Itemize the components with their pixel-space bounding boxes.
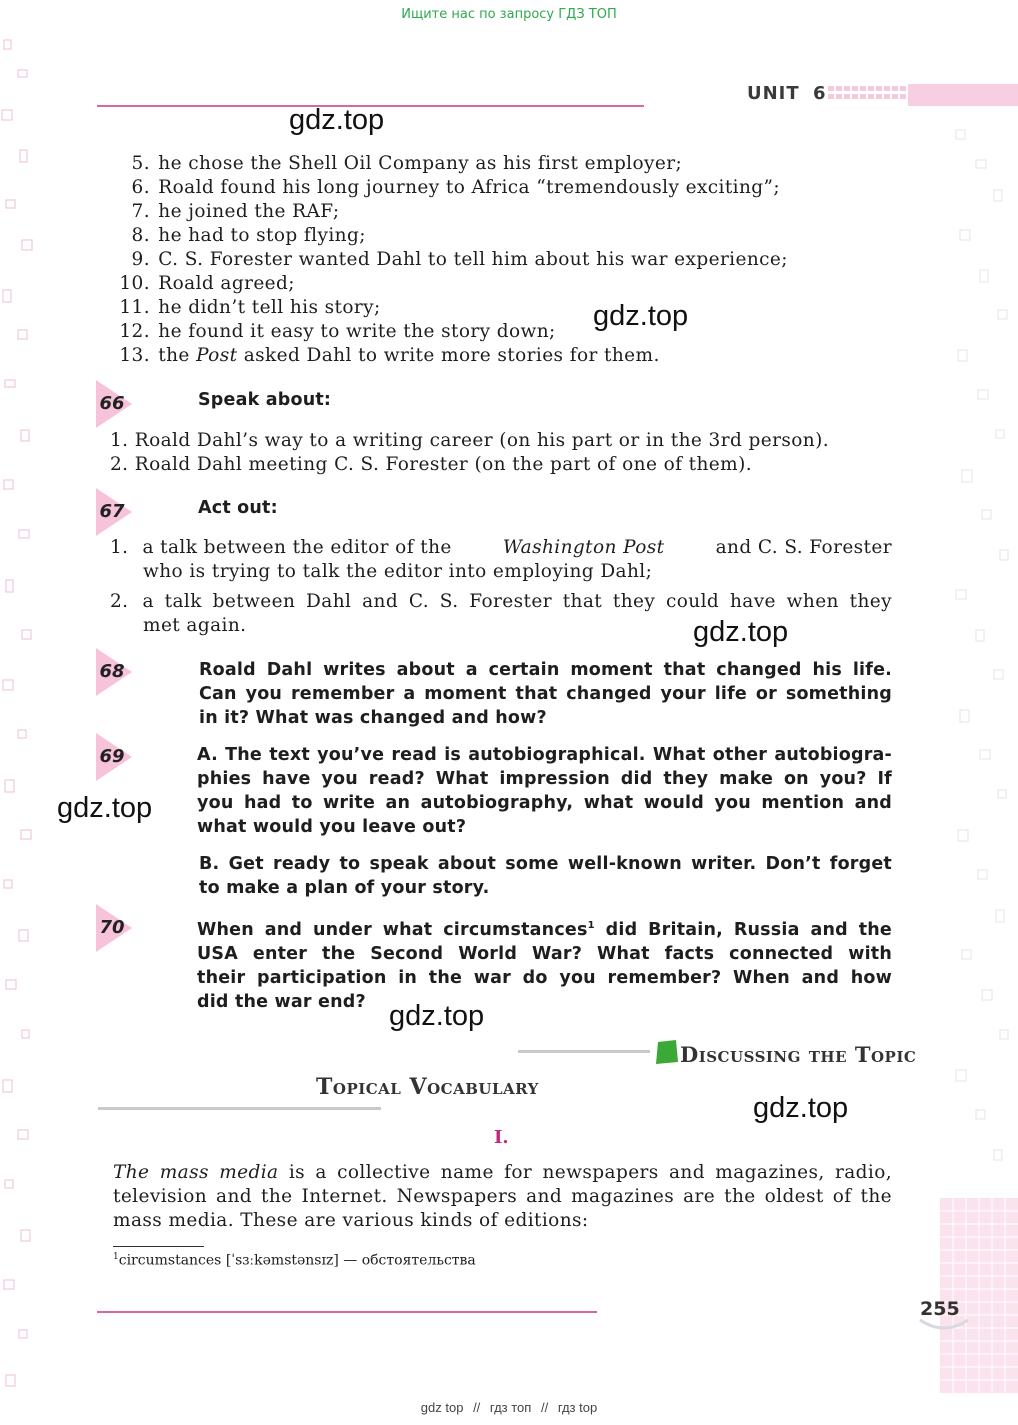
page-number-swoosh bbox=[918, 1318, 970, 1332]
top-banner: Ищите нас по запросу ГДЗ ТОП bbox=[401, 7, 617, 22]
exercise-70-text: When and under what circumstances$^1$ did Britain, Russia and the USA enter the Second World War? What facts connected with their participation in the war do you remember? When and how did the war end? bbox=[197, 919, 893, 1012]
footer-link[interactable]: gdz top bbox=[420, 1400, 464, 1415]
exercise-number: 68 bbox=[99, 661, 125, 682]
list-item: 1. Roald Dahl’s way to a writing career (on his part or in the 3rd person). bbox=[110, 430, 829, 451]
topical-vocabulary-heading: Topical Vocabulary bbox=[316, 1074, 539, 1100]
exercise-67-item-2: 2. a talk between Dahl and C. S. Forester that they could have when they met again. bbox=[110, 591, 892, 636]
footer-link[interactable]: гдз top bbox=[557, 1400, 598, 1415]
exercise-67-item-1: 1. a talk between the editor of the Washington Post and C. S. Forester who is trying to talk the editor into employing Dahl; bbox=[110, 537, 892, 582]
left-pattern-decoration bbox=[0, 30, 65, 1410]
discussing-topic-heading: Discussing the Topic bbox=[680, 1042, 917, 1067]
list-item: 10. Roald agreed; bbox=[119, 273, 295, 294]
right-pattern-decoration bbox=[950, 120, 1015, 1200]
exercise-66-list bbox=[110, 429, 900, 477]
list-item: 6. Roald found his long journey to Africa “tremendously exciting”; bbox=[131, 177, 781, 198]
watermark: gdz.top bbox=[389, 1000, 485, 1032]
corner-grid-decoration bbox=[940, 1198, 1018, 1393]
green-square-icon bbox=[656, 1040, 678, 1064]
footer-separator: // bbox=[540, 1400, 549, 1415]
watermark: gdz.top bbox=[289, 104, 385, 136]
list-item: 2. Roald Dahl meeting C. S. Forester (on the part of one of them). bbox=[110, 454, 752, 475]
watermark: gdz.top bbox=[693, 616, 789, 648]
exercise-number: 66 bbox=[99, 393, 125, 414]
exercise-68-text: Roald Dahl writes about a certain moment that changed his life. Can you remember a moment that changed your life or something in it? What was changed and how? bbox=[199, 660, 892, 728]
footer-separator: // bbox=[473, 1400, 481, 1415]
unit-header-dots bbox=[828, 84, 1018, 106]
exercise-number: 69 bbox=[99, 746, 125, 767]
discussing-rule bbox=[518, 1050, 650, 1053]
exercise-69-part-b: B. Get ready to speak about some well-known writer. Don’t forget to make a plan of your story. bbox=[199, 854, 892, 898]
exercise-number: 70 bbox=[99, 917, 125, 938]
page-number: 255 bbox=[920, 1298, 960, 1320]
list-item: 5. he chose the Shell Oil Company as his first employer; bbox=[131, 153, 683, 174]
vocabulary-rule bbox=[98, 1107, 381, 1110]
roman-numeral: I. bbox=[494, 1127, 509, 1148]
mass-media-paragraph: The mass media is a collective name for newspapers and magazines, radio, television and the Internet. Newspapers and magazines are the oldest of the mass media. These are various kinds of editions: bbox=[113, 1162, 893, 1231]
watermark: gdz.top bbox=[57, 792, 153, 824]
list-item: 7. he joined the RAF; bbox=[131, 201, 340, 222]
list-item: 13. the Post asked Dahl to write more stories for them. bbox=[119, 345, 660, 366]
statement-list bbox=[110, 152, 910, 368]
unit-header bbox=[747, 83, 826, 104]
watermark: gdz.top bbox=[753, 1092, 849, 1124]
unit-label: UNIT bbox=[747, 83, 800, 104]
footer-link[interactable]: гдз топ bbox=[489, 1400, 532, 1415]
list-item: 12. he found it easy to write the story down; bbox=[119, 321, 556, 342]
unit-number: 6 bbox=[812, 83, 827, 104]
list-item: 8. he had to stop flying; bbox=[131, 225, 366, 246]
exercise-67-title: Act out: bbox=[198, 498, 278, 518]
exercise-66-title: Speak about: bbox=[198, 390, 332, 410]
list-item: 11. he didn’t tell his story; bbox=[119, 297, 381, 318]
list-item: 9. C. S. Forester wanted Dahl to tell him about his war experience; bbox=[131, 249, 788, 270]
exercise-69-part-a: A. The text you’ve read is autobiographical. What other autobiogra- phies have you read? What impression did they make on you? If you had to write an autobiography, what would you mention and what would you leave out? bbox=[197, 745, 892, 837]
footnote: $^1$circumstances [ˈsɜːkəmstənsɪz] — обстоятельства bbox=[113, 1252, 476, 1269]
exercise-number: 67 bbox=[99, 501, 125, 522]
watermark: gdz.top bbox=[593, 300, 689, 332]
footnote-rule bbox=[113, 1246, 204, 1247]
footer-rule bbox=[97, 1311, 597, 1313]
footer-links bbox=[0, 1400, 1018, 1415]
